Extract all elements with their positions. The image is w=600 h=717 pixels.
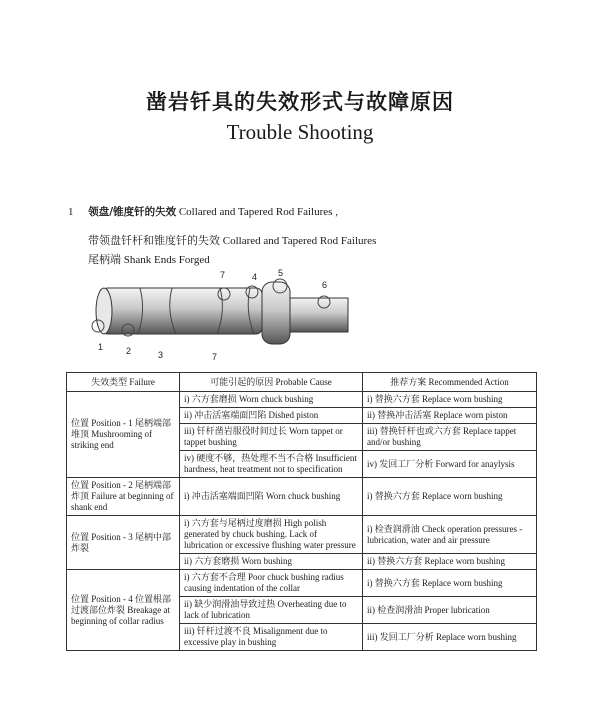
failure-cell: 位置 Position - 4 位置根部过渡部位炸裂 Breakage at beginning of collar radius	[67, 570, 180, 651]
table-row	[67, 478, 537, 516]
action-cell: iv) 发回工厂分析 Forward for anaylysis	[363, 451, 537, 478]
section-title-english: Collared and Tapered Rod Failures ,	[178, 206, 338, 218]
cause-cell: i) 六方套与尾柄过度磨损 High polish generated by chuck bushing. Lack of lubrication or excessive flushing water pressure	[180, 516, 363, 554]
subheading-shank: 尾柄端 Shank Ends Forged	[88, 254, 210, 266]
section-number: 1	[68, 206, 74, 218]
failure-cell: 位置 Position - 2 尾柄端部炸顶 Failure at beginning of shank end	[67, 478, 180, 516]
action-cell: ii) 替换六方套 Replace worn bushing	[363, 554, 537, 570]
action-cell: i) 替换六方套 Replace worn bushing	[363, 570, 537, 597]
section-title-chinese: 领盘/锥度钎的失效	[88, 206, 177, 218]
page-title-english: Trouble Shooting	[226, 120, 374, 144]
cause-cell: i) 六方套不合理 Poor chuck bushing radius causing indentation of the collar	[180, 570, 363, 597]
cause-cell: i) 冲击活塞端面凹陷 Worn chuck bushing	[180, 478, 363, 516]
header-failure: 失效类型 Failure	[67, 373, 180, 392]
cause-cell: i) 六方套磨损 Worn chuck bushing	[180, 392, 363, 408]
action-cell: ii) 替换冲击活塞 Replace worn piston	[363, 408, 537, 424]
subheading: 带领盘钎杆和锥度钎的失效 Collared and Tapered Rod Failures	[88, 235, 377, 247]
diagram-label: 1	[98, 342, 104, 352]
table-row	[67, 570, 537, 597]
cause-cell: iv) 硬度不够，热处理不当不合格 Insufficient hardness, heat treatment not to specification	[180, 451, 363, 478]
action-cell: i) 替换六方套 Replace worn bushing	[363, 392, 537, 408]
diagram-label: 5	[278, 268, 284, 278]
diagram-label: 6	[322, 280, 328, 290]
rod-drawing	[92, 279, 348, 344]
shank-rod-diagram	[80, 268, 360, 368]
action-cell: iii) 替换钎杆也或六方套 Replace tappet and/or bushing	[363, 424, 537, 451]
failure-cell: 位置 Position - 1 尾柄端部堆顶 Mushrooming of striking end	[67, 392, 180, 478]
cause-cell: iii) 钎杆过渡不良 Misalignment due to excessive play in bushing	[180, 624, 363, 651]
failure-table	[66, 372, 537, 651]
action-cell: i) 检查润滑油 Check operation pressures - lubrication, water and air pressure	[363, 516, 537, 554]
action-cell: ii) 检查润滑油 Proper lubrication	[363, 597, 537, 624]
table-row	[67, 516, 537, 554]
diagram-label: 7	[220, 270, 226, 280]
page-title-chinese: 凿岩钎具的失效形式与故障原因	[146, 89, 454, 114]
table-header-row	[67, 373, 537, 392]
diagram-label: 3	[158, 350, 164, 360]
header-cause: 可能引起的原因 Probable Cause	[180, 373, 363, 392]
table-row	[67, 392, 537, 408]
cause-cell: iii) 钎杆凿岩服役时间过长 Worn tappet or tappet bushing	[180, 424, 363, 451]
action-cell: i) 替换六方套 Replace worn bushing	[363, 478, 537, 516]
section-heading	[68, 204, 338, 219]
cause-cell: ii) 六方套磨损 Worn bushing	[180, 554, 363, 570]
action-cell: iii) 发回工厂分析 Replace worn bushing	[363, 624, 537, 651]
header-action: 推荐方案 Recommended Action	[363, 373, 537, 392]
diagram-label: 4	[252, 272, 258, 282]
cause-cell: ii) 冲击活塞端面凹陷 Dished piston	[180, 408, 363, 424]
cause-cell: ii) 缺少润滑油导致过热 Overheating due to lack of lubrication	[180, 597, 363, 624]
diagram-label: 2	[126, 346, 132, 356]
diagram-label: 7	[212, 352, 218, 362]
failure-cell: 位置 Position - 3 尾柄中部炸裂	[67, 516, 180, 570]
